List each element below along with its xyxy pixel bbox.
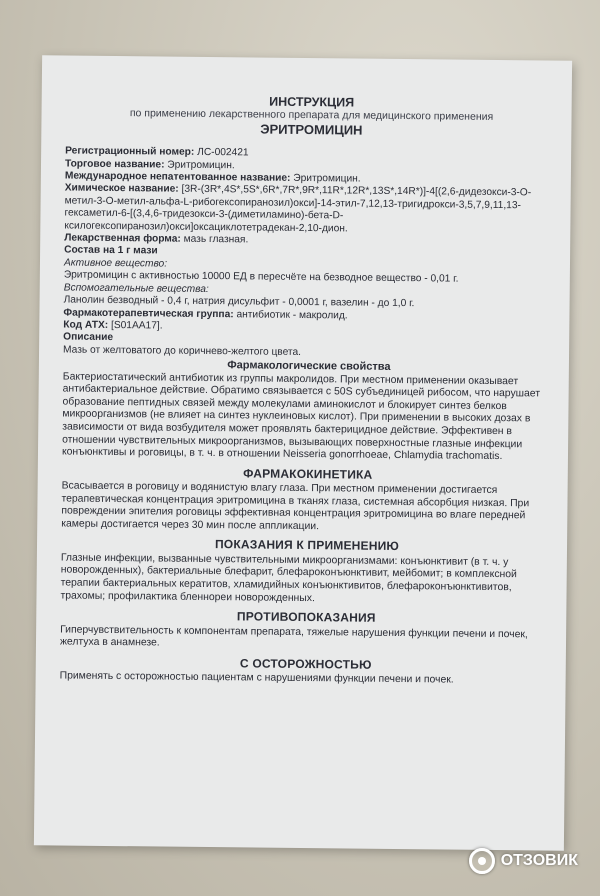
atc-label: Код АТХ: — [63, 319, 109, 331]
chem-label: Химическое название: — [64, 182, 179, 196]
caution-heading: С ОСТОРОЖНОСТЬЮ — [239, 656, 372, 672]
pharmacology-text: Бактериостатический антибиотик из группы макролидов. При местном применении оказывает антибактериальное действие. Обратимо связывается с 50S субъединицей рибосом, что нарушает образование пептидных связей между молекулами аминокислот и блокирует синтез белков микроорганизмов (не влияет на синтез нуклеиновых кислот). При применении в высоких дозах в зависимости от вида возбудителя может проявлять бактерицидное действие. Эффективен в отношении чувствительных микроорганизмов, вызывающих поверхностные глазные инфекции конъюнктивы и роговицы, в т. ч. в отношении Neisseria gonorrhoeae, Chlamydia trachomatis. — [61, 371, 541, 463]
caution-text: Применять с осторожностью пациентам с нарушениями функции печени и почек. — [59, 670, 454, 686]
otzovik-logo-icon — [469, 848, 495, 874]
pharmacokinetics-text: Всасывается в роговицу и водянистую влагу глаза. При местном применении достигается терапевтическая концентрация эритромицина в тканях глаза, системная абсорбция низкая. При повреждении эпителия роговицы эффективная концентрация эритромицина во влаге передней камеры достигается через 30 мин после аппликации. — [61, 480, 530, 533]
pharmacokinetics-heading: ФАРМАКОКИНЕТИКА — [243, 466, 373, 482]
indications-text: Глазные инфекции, вызванные чувствительными микроорганизмами: конъюнктивит (в т. ч. у новорожденных), бактериальные блефарит, блефароконъюнктивит, мейбомит; в комплексной терапии бактериальных кератитов, хламидийных конъюнктивитов, блефароконъюнктивитов, трахомы; профилактика бленнореи новорожденных. — [60, 552, 517, 604]
instruction-leaflet — [34, 55, 572, 851]
excipients-label: Вспомогательные вещества: — [63, 282, 209, 295]
composition-heading: Состав на 1 г мази — [64, 244, 158, 257]
excipients-value: Ланолин безводный - 0,4 г, натрия дисульфит - 0,0001 г, вазелин - до 1,0 г. — [63, 294, 415, 310]
otzovik-watermark — [469, 848, 578, 874]
reg-label: Регистрационный номер: — [65, 145, 195, 159]
chemical-name-line — [64, 183, 556, 238]
indications-heading: ПОКАЗАНИЯ К ПРИМЕНЕНИЮ — [214, 537, 400, 554]
active-substance-value: Эритромицин с активностью 10000 ЕД в пересчёте на безводное вещество - 0,01 г. — [63, 269, 459, 285]
pharmacology-heading: Фармакологические свойства — [227, 359, 391, 374]
drug-name: ЭРИТРОМИЦИН — [260, 121, 363, 138]
form-label: Лекарственная форма: — [64, 232, 181, 245]
contraindications-text: Гиперчувствительность к компонентам препарата, тяжелые нарушения функции печени и почек, желтуха в анамнезе. — [59, 624, 528, 649]
inn-value: Эритромицин. — [293, 172, 361, 185]
trade-label: Торговое название: — [64, 158, 165, 171]
leaflet-title: ИНСТРУКЦИЯ — [269, 94, 355, 110]
pharmgroup-label: Фармакотерапевтическая группа: — [63, 306, 234, 320]
chem-value: [3R-(3R*,4S*,5S*,6R*,7R*,9R*,11R*,12R*,13S*,14R*)]-4[(2,6-дидезокси-3-О-метил-3-О-метил-альфа-L-рибогексопиранозил)окси]-14-этил-7,12,13-тригидрокси-3,5,7,9,11,13-гексаметил-6-[(3,4,6-тридезокси-3-(диметиламино)-бета-D-ксилогексопиранозил)окси]оксациклотетрадекан-2,10-дион. — [64, 184, 532, 235]
contraindications-heading: ПРОТИВОПОКАЗАНИЯ — [236, 609, 376, 626]
inn-label: Международное непатентованное название: — [64, 170, 291, 184]
pharmgroup-value: антибиотик - макролид. — [236, 308, 348, 321]
leaflet-subtitle: по применению лекарственного препарата для медицинского применения — [129, 107, 494, 124]
trade-value: Эритромицин. — [167, 159, 235, 171]
form-value: мазь глазная. — [183, 233, 249, 246]
reg-value: ЛС-002421 — [197, 147, 249, 159]
atc-value: [S01AA17]. — [110, 319, 163, 332]
watermark-text: ОТЗОВИК — [500, 852, 578, 869]
active-substance-label: Активное вещество: — [63, 257, 168, 270]
description-heading: Описание — [63, 331, 114, 344]
description-value: Мазь от желтоватого до коричнево-желтого цвета. — [63, 344, 302, 358]
